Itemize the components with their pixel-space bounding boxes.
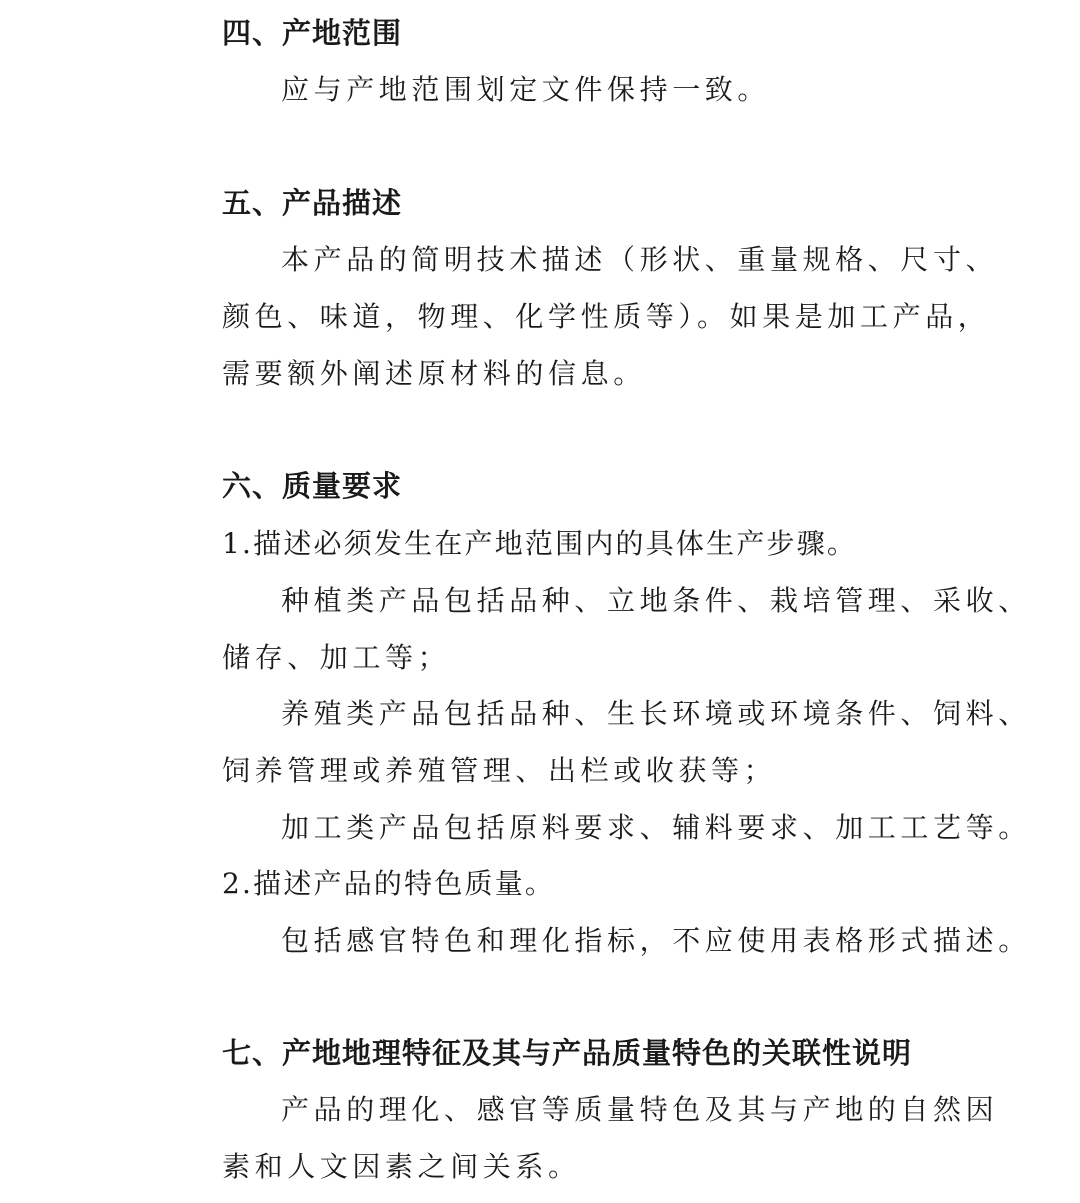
section-5-paragraph-line-2: 颜色、味道，物理、化学性质等）。如果是加工产品，	[222, 300, 991, 333]
section-6-heading: 六、质量要求	[222, 469, 403, 503]
section-6-processing-line: 加工类产品包括原料要求、辅料要求、加工工艺等。	[281, 811, 1031, 844]
section-4-paragraph-line-1: 应与产地范围划定文件保持一致。	[281, 73, 771, 106]
section-4-heading: 四、产地范围	[222, 16, 403, 50]
section-6-planting-line-2: 储存、加工等；	[222, 641, 451, 674]
section-5-paragraph-line-3: 需要额外阐述原材料的信息。	[222, 357, 646, 390]
section-6-planting-line-1: 种植类产品包括品种、立地条件、栽培管理、采收、	[281, 584, 1031, 617]
section-6-breeding-line-1: 养殖类产品包括品种、生长环境或环境条件、饲料、	[281, 697, 1031, 730]
section-5-heading: 五、产品描述	[222, 186, 403, 220]
section-6-item-2-line: 2.描述产品的特色质量。	[222, 867, 556, 900]
section-6-quality-line: 包括感官特色和理化指标，不应使用表格形式描述。	[281, 924, 1031, 957]
section-7-paragraph-line-2: 素和人文因素之间关系。	[222, 1150, 581, 1183]
section-7-heading: 七、产地地理特征及其与产品质量特色的关联性说明	[222, 1036, 913, 1070]
section-6-item-1-line: 1.描述必须发生在产地范围内的具体生产步骤。	[222, 527, 858, 560]
section-5-paragraph-line-1: 本产品的简明技术描述（形状、重量规格、尺寸、	[281, 243, 999, 276]
section-6-breeding-line-2: 饲养管理或养殖管理、出栏或收获等；	[222, 754, 777, 787]
section-7-paragraph-line-1: 产品的理化、感官等质量特色及其与产地的自然因	[281, 1093, 999, 1126]
